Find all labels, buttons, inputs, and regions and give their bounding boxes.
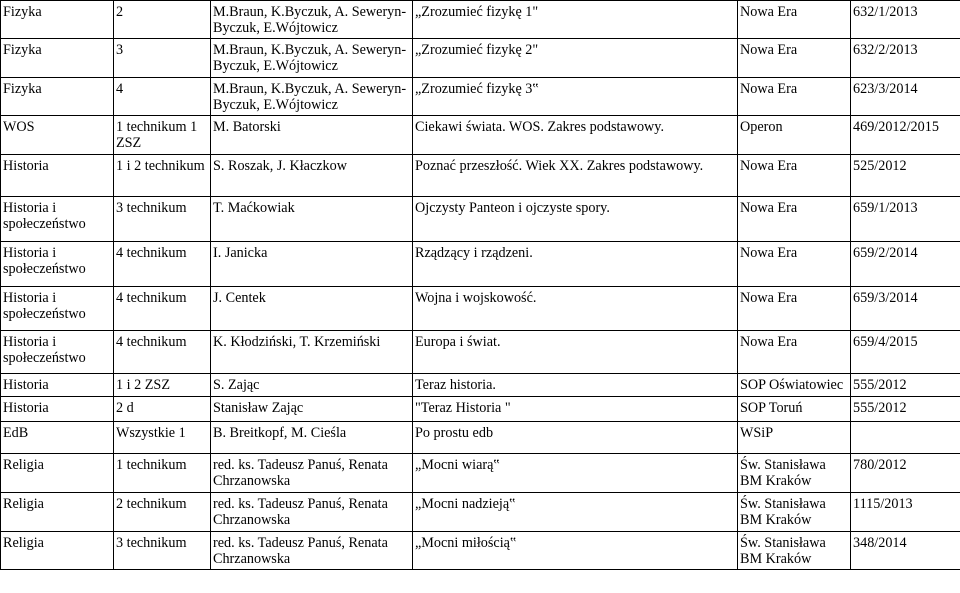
authors-cell: Stanisław Zając — [211, 397, 413, 422]
table-row — [1, 1, 960, 39]
approval-number-cell: 780/2012 — [851, 454, 960, 493]
approval-number-cell — [851, 422, 960, 454]
table-row — [1, 397, 960, 422]
subject-cell: Historia i społeczeństwo — [1, 197, 114, 242]
title-cell: Rządzący i rządzeni. — [413, 242, 738, 287]
authors-cell: M.Braun, K.Byczuk, A. Seweryn-Byczuk, E.Wójtowicz — [211, 1, 413, 39]
title-cell: Europa i świat. — [413, 331, 738, 374]
table-row — [1, 78, 960, 116]
subject-cell: Fizyka — [1, 39, 114, 78]
class-cell: 1 technikum 1 ZSZ — [114, 116, 211, 155]
class-cell: 1 i 2 ZSZ — [114, 374, 211, 397]
class-cell: 1 technikum — [114, 454, 211, 493]
subject-cell: Religia — [1, 493, 114, 532]
approval-number-cell: 1115/2013 — [851, 493, 960, 532]
authors-cell: S. Roszak, J. Kłaczkow — [211, 155, 413, 197]
publisher-cell: Św. Stanisława BM Kraków — [738, 454, 851, 493]
approval-number-cell: 555/2012 — [851, 397, 960, 422]
publisher-cell: Nowa Era — [738, 39, 851, 78]
publisher-cell: Nowa Era — [738, 287, 851, 331]
subject-cell: Historia i społeczeństwo — [1, 287, 114, 331]
authors-cell: red. ks. Tadeusz Panuś, Renata Chrzanowska — [211, 493, 413, 532]
publisher-cell: SOP Toruń — [738, 397, 851, 422]
table-body — [1, 1, 960, 570]
title-cell: „Mocni miłością‟ — [413, 532, 738, 570]
publisher-cell: Nowa Era — [738, 155, 851, 197]
authors-cell: M.Braun, K.Byczuk, A. Seweryn-Byczuk, E.Wójtowicz — [211, 78, 413, 116]
class-cell: Wszystkie 1 — [114, 422, 211, 454]
subject-cell: Historia i społeczeństwo — [1, 331, 114, 374]
subject-cell: Historia — [1, 374, 114, 397]
class-cell: 4 technikum — [114, 242, 211, 287]
publisher-cell: Św. Stanisława BM Kraków — [738, 532, 851, 570]
title-cell: "Teraz Historia " — [413, 397, 738, 422]
subject-cell: Fizyka — [1, 1, 114, 39]
authors-cell: J. Centek — [211, 287, 413, 331]
class-cell: 4 technikum — [114, 331, 211, 374]
table-row — [1, 287, 960, 331]
title-cell: „Zrozumieć fizykę 2" — [413, 39, 738, 78]
table-row — [1, 197, 960, 242]
approval-number-cell: 632/2/2013 — [851, 39, 960, 78]
subject-cell: Religia — [1, 454, 114, 493]
class-cell: 2 — [114, 1, 211, 39]
subject-cell: Fizyka — [1, 78, 114, 116]
title-cell: „Mocni nadzieją‟ — [413, 493, 738, 532]
approval-number-cell: 469/2012/2015 — [851, 116, 960, 155]
title-cell: Ciekawi świata. WOS. Zakres podstawowy. — [413, 116, 738, 155]
title-cell: Po prostu edb — [413, 422, 738, 454]
table-row — [1, 374, 960, 397]
class-cell: 3 technikum — [114, 532, 211, 570]
table-row — [1, 39, 960, 78]
table-row — [1, 422, 960, 454]
table-row — [1, 532, 960, 570]
class-cell: 2 technikum — [114, 493, 211, 532]
subject-cell: WOS — [1, 116, 114, 155]
title-cell: Wojna i wojskowość. — [413, 287, 738, 331]
subject-cell: EdB — [1, 422, 114, 454]
table-row — [1, 242, 960, 287]
approval-number-cell: 632/1/2013 — [851, 1, 960, 39]
authors-cell: red. ks. Tadeusz Panuś, Renata Chrzanowska — [211, 532, 413, 570]
table-row — [1, 331, 960, 374]
approval-number-cell: 659/2/2014 — [851, 242, 960, 287]
class-cell: 4 technikum — [114, 287, 211, 331]
publisher-cell: Nowa Era — [738, 331, 851, 374]
authors-cell: B. Breitkopf, M. Cieśla — [211, 422, 413, 454]
publisher-cell: Nowa Era — [738, 197, 851, 242]
authors-cell: M. Batorski — [211, 116, 413, 155]
approval-number-cell: 525/2012 — [851, 155, 960, 197]
publisher-cell: Nowa Era — [738, 242, 851, 287]
title-cell: Ojczysty Panteon i ojczyste spory. — [413, 197, 738, 242]
publisher-cell: Nowa Era — [738, 1, 851, 39]
class-cell: 3 — [114, 39, 211, 78]
publisher-cell: SOP Oświatowiec — [738, 374, 851, 397]
authors-cell: M.Braun, K.Byczuk, A. Seweryn-Byczuk, E.Wójtowicz — [211, 39, 413, 78]
publisher-cell: Św. Stanisława BM Kraków — [738, 493, 851, 532]
table-row — [1, 116, 960, 155]
publisher-cell: Operon — [738, 116, 851, 155]
approval-number-cell: 623/3/2014 — [851, 78, 960, 116]
table-row — [1, 454, 960, 493]
title-cell: „Mocni wiarą‟ — [413, 454, 738, 493]
authors-cell: I. Janicka — [211, 242, 413, 287]
title-cell: „Zrozumieć fizykę 3‟ — [413, 78, 738, 116]
subject-cell: Historia — [1, 155, 114, 197]
title-cell: Poznać przeszłość. Wiek XX. Zakres podstawowy. — [413, 155, 738, 197]
table-row — [1, 493, 960, 532]
subject-cell: Historia — [1, 397, 114, 422]
class-cell: 3 technikum — [114, 197, 211, 242]
approval-number-cell: 348/2014 — [851, 532, 960, 570]
table-row — [1, 155, 960, 197]
authors-cell: T. Maćkowiak — [211, 197, 413, 242]
authors-cell: K. Kłodziński, T. Krzemiński — [211, 331, 413, 374]
approval-number-cell: 659/3/2014 — [851, 287, 960, 331]
approval-number-cell: 659/4/2015 — [851, 331, 960, 374]
class-cell: 1 i 2 technikum — [114, 155, 211, 197]
publisher-cell: WSiP — [738, 422, 851, 454]
subject-cell: Religia — [1, 532, 114, 570]
title-cell: „Zrozumieć fizykę 1" — [413, 1, 738, 39]
publisher-cell: Nowa Era — [738, 78, 851, 116]
class-cell: 2 d — [114, 397, 211, 422]
authors-cell: S. Zając — [211, 374, 413, 397]
authors-cell: red. ks. Tadeusz Panuś, Renata Chrzanowska — [211, 454, 413, 493]
title-cell: Teraz historia. — [413, 374, 738, 397]
class-cell: 4 — [114, 78, 211, 116]
approval-number-cell: 555/2012 — [851, 374, 960, 397]
approval-number-cell: 659/1/2013 — [851, 197, 960, 242]
subject-cell: Historia i społeczeństwo — [1, 242, 114, 287]
